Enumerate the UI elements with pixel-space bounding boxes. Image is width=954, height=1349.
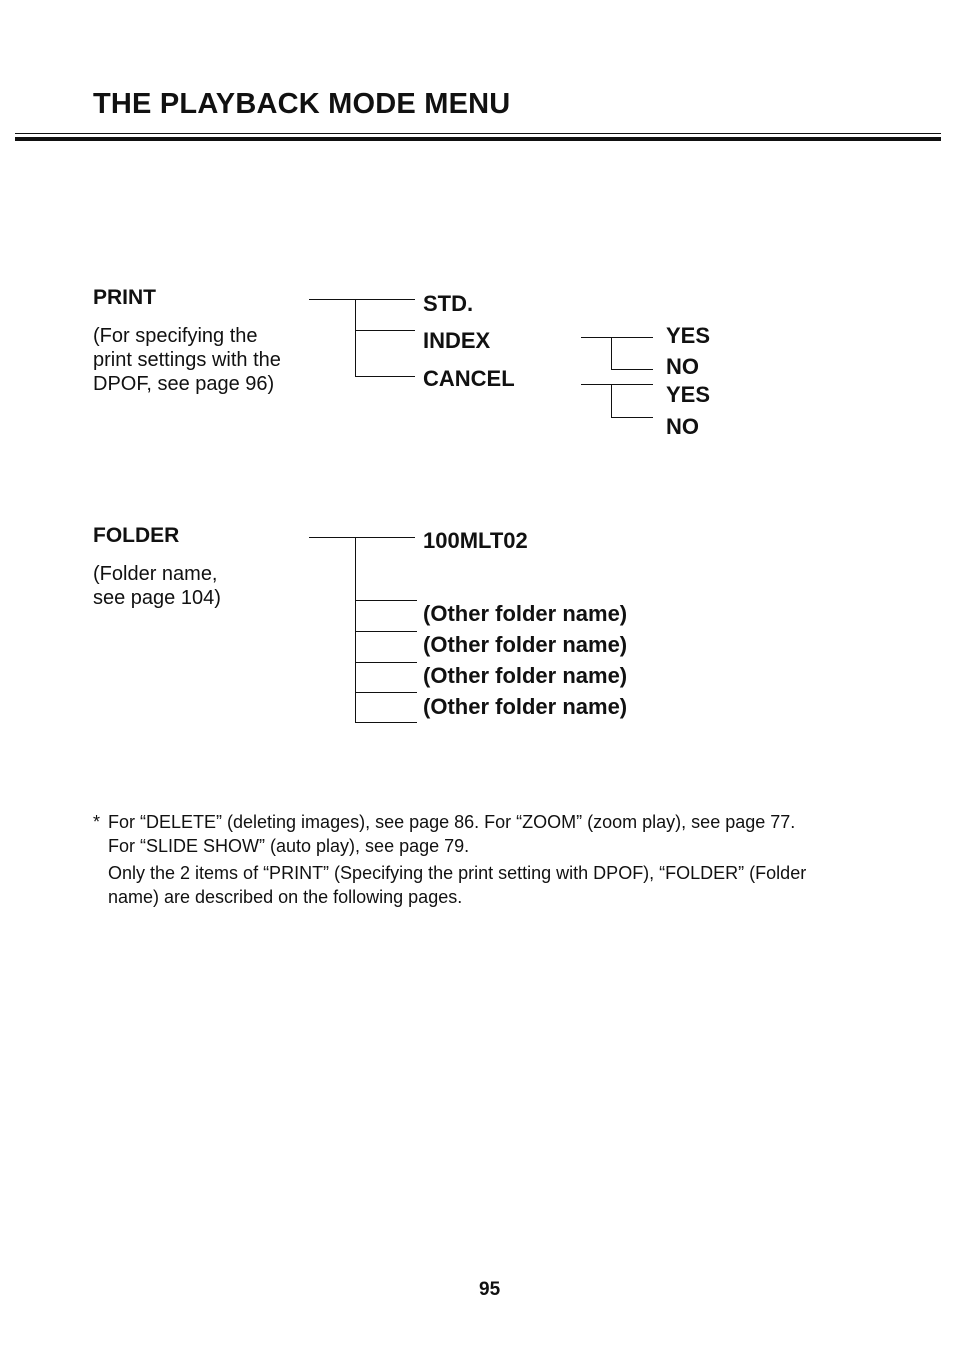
print-option-std[interactable]: STD. — [423, 291, 474, 316]
print-index-branch — [355, 330, 415, 331]
folder-option-other[interactable]: (Other folder name) — [423, 601, 628, 626]
confirm-group-1-branch — [581, 337, 653, 338]
header-rule-thick — [15, 137, 941, 141]
confirm-group-1-no[interactable]: NO — [666, 354, 699, 379]
print-heading: PRINT — [93, 286, 156, 309]
folder-description-line: (Folder name, — [93, 563, 218, 585]
footnote-line: Only the 2 items of “PRINT” (Specifying the print setting with DPOF), “FOLDER” (Folder — [108, 863, 807, 883]
folder-branch-other-2 — [355, 631, 417, 632]
confirm-group-2-branch — [581, 384, 653, 385]
confirm-group-1-connector — [611, 337, 612, 370]
footnote-line: For “DELETE” (deleting images), see page 86. For “ZOOM” (zoom play), see page 77. — [108, 812, 796, 832]
print-description-line: DPOF, see page 96) — [93, 373, 275, 395]
print-description-line: (For specifying the — [93, 325, 258, 347]
confirm-group-1-yes[interactable]: YES — [666, 323, 711, 348]
folder-option-other[interactable]: (Other folder name) — [423, 632, 628, 657]
confirm-group-2-no-branch — [611, 417, 653, 418]
confirm-group-1-no-branch — [611, 369, 653, 370]
header-rule-thin — [15, 133, 941, 134]
confirm-group-2-no[interactable]: NO — [666, 414, 699, 439]
folder-option-other[interactable]: (Other folder name) — [423, 694, 628, 719]
folder-description — [93, 562, 221, 610]
page-number: 95 — [479, 1279, 501, 1300]
print-description — [93, 324, 281, 396]
folder-branch-line — [309, 537, 415, 538]
folder-heading: FOLDER — [93, 524, 180, 547]
folder-option-other[interactable]: (Other folder name) — [423, 663, 628, 688]
print-option-cancel[interactable]: CANCEL — [423, 366, 515, 391]
footnote-line: name) are described on the following pages. — [108, 887, 463, 907]
folder-branch-other-3 — [355, 662, 417, 663]
page-title: THE PLAYBACK MODE MENU — [93, 88, 511, 120]
footnote-marker: * — [93, 812, 101, 832]
folder-branch-other-5 — [355, 722, 417, 723]
folder-vertical-connector — [355, 537, 356, 723]
print-branch-line — [309, 299, 415, 300]
print-description-line: print settings with the — [93, 349, 281, 371]
confirm-group-2-yes[interactable]: YES — [666, 382, 711, 407]
folder-option-current[interactable]: 100MLT02 — [423, 528, 528, 553]
folder-description-line: see page 104) — [93, 587, 221, 609]
print-vertical-connector — [355, 299, 356, 377]
folder-branch-other-1 — [355, 600, 417, 601]
print-option-index[interactable]: INDEX — [423, 328, 491, 353]
confirm-group-2-connector — [611, 384, 612, 418]
footnote-line: For “SLIDE SHOW” (auto play), see page 79. — [108, 836, 470, 856]
folder-branch-other-4 — [355, 692, 417, 693]
print-cancel-branch — [355, 376, 415, 377]
